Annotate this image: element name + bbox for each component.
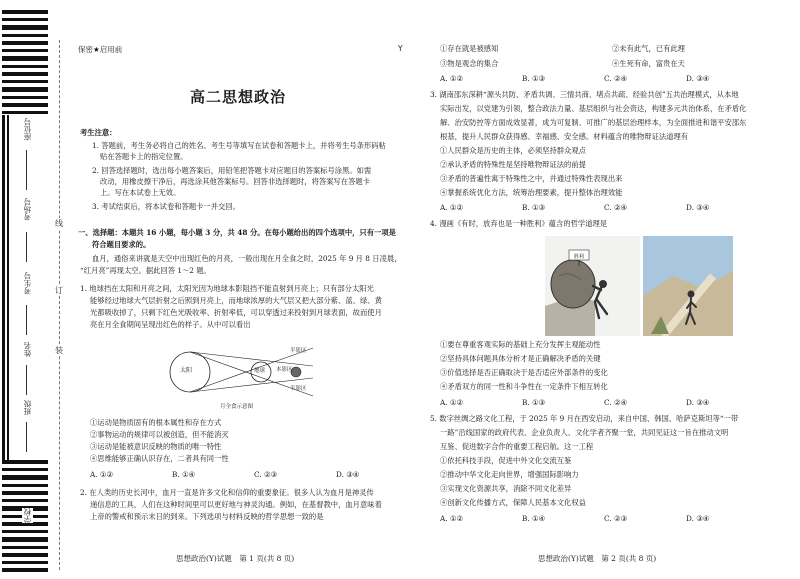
paper-code: Y — [398, 44, 403, 53]
q3-line-2: 实际出发，以党建为引领，整合政法力量、基层组织与社会资达，构建多元共治体系，在矛盾化 — [440, 104, 747, 113]
q1-choice-2: ②事物运动的规律可以被创造，但不能消灭 — [90, 430, 229, 439]
q3-answers — [440, 203, 768, 213]
q1-answer-a[interactable]: A. ①② — [90, 470, 113, 479]
notice-line-2: 贴在答题卡上的指定位置。 — [100, 152, 188, 161]
q5-answer-a[interactable]: A. ①② — [440, 514, 463, 523]
q4-cartoon-walker — [643, 236, 733, 336]
q5-choice-2: ②推动中华文化走向世界，增强国际影响力 — [440, 470, 579, 479]
diagram-caption: 月全食示意图 — [220, 404, 254, 410]
name-line — [26, 365, 27, 395]
q2-choice-3: ③物是观念的集合 — [440, 59, 499, 68]
q4-choice-1: ①要在尊重客观实际的基础上充分发挥主观能动性 — [440, 340, 601, 349]
q4-answers — [440, 398, 768, 408]
q3-answer-a[interactable]: A. ①② — [440, 203, 463, 212]
q3-choice-1: ①人民群众是历史的主体，必须坚持群众观点 — [440, 146, 586, 155]
section-heading-2: 符合题目要求的。 — [92, 240, 151, 249]
notice-line-1: 1. 答题前，考生务必将自己的姓名、考生号等填写在试卷和答题卡上，并将考生号条形码粘 — [92, 141, 386, 150]
q4-answer-a[interactable]: A. ①② — [440, 398, 463, 407]
binding-dashed-line — [59, 40, 60, 570]
notice-line-6: 3. 考试结束后，将本试卷和答题卡一并交回。 — [92, 202, 240, 211]
q1-choice-3: ③运动是能被意识反映的物质的唯一特性 — [90, 442, 222, 451]
q2-answer-c[interactable]: C. ②④ — [604, 74, 628, 83]
exam-room-line — [26, 232, 27, 262]
q3-answer-d[interactable]: D. ③④ — [686, 203, 710, 212]
diagram-label-earth: 地球 — [254, 368, 266, 374]
q3-line-3: 解、治安防控等方面成效显著，成为可复制、可推广的基层治理样本，为全面推进和谐平安邵东 — [440, 118, 747, 127]
label-exam-room: 考场号 — [23, 198, 32, 221]
diagram-label-penumbra-top: 半影区 — [290, 348, 307, 354]
q4-answer-c[interactable]: C. ②④ — [604, 398, 628, 407]
walker-head — [688, 291, 695, 298]
q2-line-1: 2. 在人类的历史长河中，血月一直是许多文化和信仰的重要象征。很多人认为血月是神灵传 — [80, 488, 374, 497]
q2-answer-b[interactable]: B. ①③ — [522, 74, 546, 83]
q2-choices-row-1 — [440, 44, 784, 54]
q2-choice-2: ②未有此气，已有此理 — [612, 44, 685, 53]
q2-line-2: 递信息的工具，人们在这种时间里可以更好地与神灵沟通。例如，在基督教中，血月意味着 — [90, 500, 382, 509]
confidential-label: 保密★启用前 — [78, 45, 123, 54]
q5-answer-b[interactable]: B. ①④ — [522, 514, 546, 523]
q4-stem: 4. 漫画《有时，放弃也是一种胜利》蕴含的哲学道理是 — [430, 219, 608, 228]
q5-choice-1: ①依托科技手段，促进中外文化交流互鉴 — [440, 456, 572, 465]
q1-answers — [90, 470, 418, 480]
q3-answer-b[interactable]: B. ①③ — [522, 203, 546, 212]
q2-line-3: 上帝的警戒和预示末日的到来。下列选项与材料反映的哲学思想一致的是 — [90, 512, 324, 521]
q1-line-2: 能够经过地球大气层折射之后照到月亮上，而地球浓厚的大气层又把大部分紫、蓝、绿、黄 — [90, 296, 382, 305]
dash-char-ding: 订 — [55, 286, 63, 295]
q5-answer-d[interactable]: D. ③④ — [686, 514, 710, 523]
class-line — [26, 422, 27, 452]
q5-line-1: 5. 数字丝绸之路文化工程，于 2025 年 9 月在西安启动，来自中国、韩国、哈萨克斯坦等“一带 — [430, 414, 739, 423]
q4-answer-d[interactable]: D. ③④ — [686, 398, 710, 407]
q3-choice-3: ③矛盾的普遍性寓于特殊性之中，并通过特殊性表现出来 — [440, 174, 623, 183]
diagram-label-sun: 太阳 — [180, 367, 193, 374]
q5-line-2: 一路”沿线国家的政府代表、企业负责人、文化学者齐聚一堂，共同见证这一旨在推动文明 — [440, 428, 729, 437]
q1-answer-d[interactable]: D. ③④ — [336, 470, 360, 479]
seat-number-line — [26, 150, 27, 190]
q5-choice-3: ③实现文化资源共享，消除不同文化差异 — [440, 484, 572, 493]
label-class: 班级 — [23, 400, 32, 415]
q1-answer-c[interactable]: C. ②③ — [254, 470, 278, 479]
q1-choice-4: ④思维能够正确认识存在，二者具有同一性 — [90, 454, 229, 463]
q4-cartoon-rock-pusher — [545, 236, 640, 336]
q2-answer-a[interactable]: A. ①② — [440, 74, 463, 83]
q5-line-3: 互鉴、促进数字合作的重要工程启航。这一工程 — [440, 442, 594, 451]
cartoon-sign-text: 胜利 — [574, 254, 585, 260]
q4-choice-2: ②坚持具体问题具体分析才是正确解决矛盾的关键 — [440, 354, 601, 363]
dash-char-xian: 线 — [55, 219, 63, 228]
dash-char-zhuang: 装 — [55, 346, 63, 355]
candidate-number-line — [26, 305, 27, 335]
notice-line-5: 上。写在本试卷上无效。 — [100, 188, 181, 197]
q2-choice-4: ④生死有命，富贵在天 — [612, 59, 685, 68]
q3-line-4: 根基，提升人民群众获得感、幸福感、安全感。材料蕴含的唯物辩证法道理有 — [440, 132, 689, 141]
q5-choice-4: ④创新文化传播方式，保障人民基本文化权益 — [440, 498, 586, 507]
footer-right: 思想政治(Y)试题 第 2 页(共 8 页) — [538, 554, 657, 563]
page-title: 高二思想政治 — [190, 88, 287, 106]
q3-choice-4: ④掌握系统优化方法，统筹治理要素，提升整体治理效能 — [440, 188, 623, 197]
boulder — [551, 260, 595, 308]
footer-left: 思想政治(Y)试题 第 1 页(共 8 页) — [176, 554, 295, 563]
q3-line-1: 3. 湖南邵东深耕“源头共防、矛盾共调、三情共商、堵点共疏、经验共创”五共治理模式，从本地 — [430, 90, 739, 99]
q1-answer-b[interactable]: B. ①④ — [172, 470, 196, 479]
q1-line-3: 光都吸收掉了，只剩下红色光吸收率、折射率低，可以穿透过来投射到月球表面，故而使月 — [90, 308, 382, 317]
q4-choice-3: ③价值选择是否正确取决于是否适应外部条件的变化 — [440, 368, 608, 377]
q1-line-1: 1. 地球挡在太阳和月亮之间，太阳光因为地球本影阻挡不能直射到月亮上；只有部分太阳光 — [80, 284, 374, 293]
section-intro-2: “红月亮”再现太空。据此回答 1～2 题。 — [80, 266, 211, 275]
notice-heading: 考生注意： — [80, 128, 117, 137]
section-intro-1: 血月，通俗来讲就是天空中出现红色的月亮，一般出现在月全食之时，2025 年 9 月 8 日凌晨， — [92, 254, 402, 263]
diagram-label-umbra: 本影区 — [276, 367, 293, 373]
q2-answer-d[interactable]: D. ③④ — [686, 74, 710, 83]
q3-choice-2: ②承认矛盾的特殊性是坚持唯物辩证法的前提 — [440, 160, 586, 169]
q4-answer-b[interactable]: B. ①③ — [522, 398, 546, 407]
q5-answer-c[interactable]: C. ②③ — [604, 514, 628, 523]
label-candidate-number: 考生号 — [23, 272, 32, 295]
notice-line-4: 改动，用橡皮擦干净后，再选涂其他答案标号。回答非选择题时，将答案写在答题卡 — [100, 177, 370, 186]
diagram-label-penumbra-bottom: 半影区 — [290, 386, 307, 392]
q2-choice-1: ①存在就是被感知 — [440, 44, 499, 53]
q3-answer-c[interactable]: C. ②④ — [604, 203, 628, 212]
q1-choice-1: ①运动是物质固有的根本属性和存在方式 — [90, 418, 222, 427]
label-seat-number: 座位号 — [23, 118, 32, 141]
q5-answers — [440, 514, 768, 524]
section-heading-1: 一、选择题：本题共 16 小题，每小题 3 分，共 48 分。在每小题给出的四个选项中，只有一项是 — [78, 228, 396, 237]
q2-choices-row-2 — [440, 59, 784, 69]
label-name: 姓名 — [23, 342, 32, 357]
notice-line-3: 2. 回答选择题时，选出每小题答案后，用铅笔把答题卡对应题目的答案标号涂黑。如需 — [92, 166, 372, 175]
label-school: 学校 — [23, 508, 32, 523]
q1-line-4: 亮在月全食期间呈现出红色的样子。从中可以看出 — [90, 320, 251, 329]
q2-answers — [440, 74, 768, 84]
person-head — [599, 280, 607, 288]
q4-choice-4: ④矛盾双方的同一性和斗争性在一定条件下相互转化 — [440, 382, 608, 391]
